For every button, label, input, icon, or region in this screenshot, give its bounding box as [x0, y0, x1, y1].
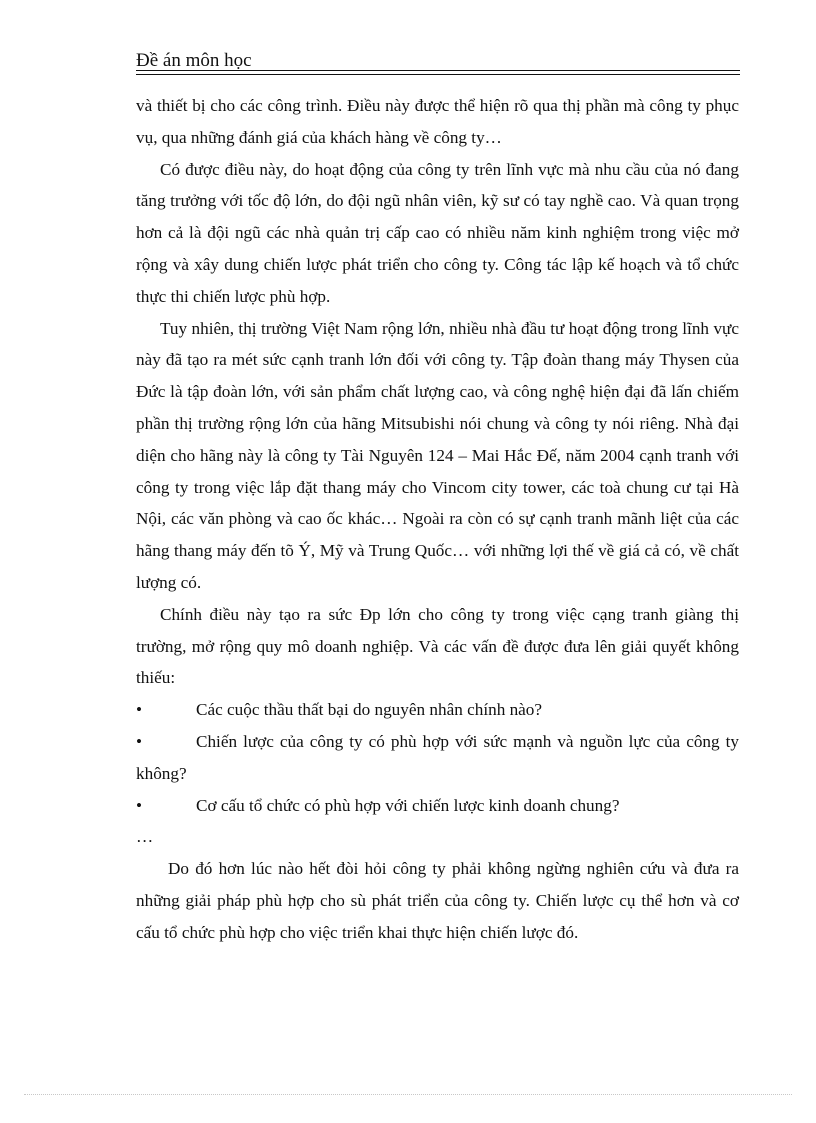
bullet-item-3 [136, 790, 739, 822]
paragraph-strengths: Có được điều này, do hoạt động của công ty trên lĩnh vực mà nhu cầu của nó đang tăng trưởng với tốc độ lớn, do đội ngũ nhân viên, kỹ sư có tay nghề cao. Và quan trọng hơn cả là đội ngũ các nhà quản trị cấp cao có nhiều năm kinh nghiệm trong việc mở rộng và xây dung chiến lược phát triển cho công ty. Công tác lập kế hoạch và tổ chức thực thi chiến lược phù hợp. [136, 159, 739, 306]
bullet-symbol: • [136, 795, 143, 815]
bullet-item-1 [136, 694, 739, 726]
header-rule-thick [136, 70, 740, 71]
header-rule-thin [136, 74, 740, 75]
bullet-item-2 [136, 726, 739, 790]
bullet-symbol: • [136, 700, 143, 720]
bullet-text: Chiến lược của công ty có phù hợp với sức mạnh và nguồn lực của công ty không? [136, 731, 739, 783]
page-header [136, 50, 740, 72]
paragraph-pressure: Chính điều này tạo ra sức Ðp lớn cho công ty trong việc cạng tranh giàng thị trường, mở rộng quy mô doanh nghiệp. Và các vấn đề được đưa lên giải quyết không thiếu: [136, 604, 739, 688]
paragraph-conclusion: Do đó hơn lúc nào hết đòi hỏi công ty phải không ngừng nghiên cứu và đưa ra những giải pháp phù hợp cho sù phát triển của công ty. Chiến lược cụ thể hơn và cơ cấu tổ chức phù hợp cho việc triển khai thực hiện chiến lược đó. [136, 859, 739, 942]
bullet-symbol: • [136, 731, 143, 751]
page-bottom-border [24, 1094, 792, 1095]
bullet-text: Cơ cấu tổ chức có phù hợp với chiến lược kinh doanh chung? [196, 795, 620, 815]
paragraph-continuation: và thiết bị cho các công trình. Điều này được thể hiện rõ qua thị phần mà công ty phục vụ, qua những đánh giá của khách hàng về công ty… [136, 96, 739, 147]
document-body [136, 90, 739, 949]
header-title: Đề án môn học [136, 50, 252, 71]
bullet-text: Các cuộc thầu thất bại do nguyên nhân chính nào? [196, 700, 543, 720]
ellipsis-line: … [136, 827, 154, 847]
paragraph-competition: Tuy nhiên, thị trường Việt Nam rộng lớn, nhiều nhà đầu tư hoạt động trong lĩnh vực này đã tạo ra mét sức cạnh tranh lớn đối với công ty. Tập đoàn thang máy Thysen của Đức là tập đoàn lớn, với sản phẩm chất lượng cao, và công nghệ hiện đại đã lấn chiếm phần thị trường rộng lớn của hãng Mitsubishi nói chung và công ty nói riêng. Nhà đại diện cho hãng này là công ty Tài Nguyên 124 – Mai Hắc Đế, năm 2004 cạnh tranh với công ty trong việc lắp đặt thang máy cho Vincom city tower, các toà chung cư tại Hà Nội, các văn phòng và cao ốc khác… Ngoài ra còn có sự cạnh tranh mãnh liệt của các hãng thang máy đến tõ Ý, Mỹ và Trung Quốc… với những lợi thế về giá cả có, về chất lượng có. [136, 318, 739, 592]
